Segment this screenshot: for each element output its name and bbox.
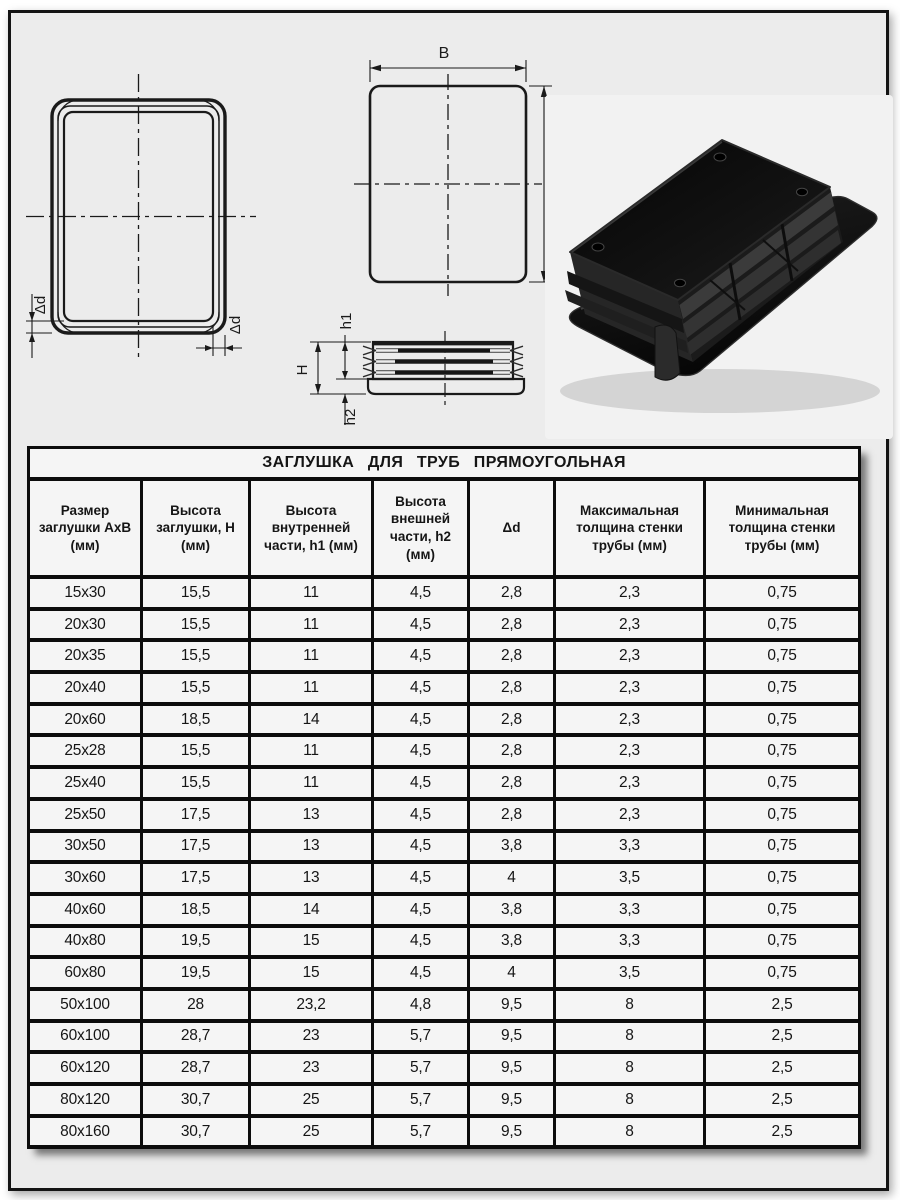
table-cell: 0,75 xyxy=(705,704,860,736)
table-cell: 11 xyxy=(250,735,373,767)
table-cell: 2,3 xyxy=(555,640,705,672)
table-cell: 30x60 xyxy=(29,862,142,894)
table-row xyxy=(29,862,860,894)
table-cell: 0,75 xyxy=(705,862,860,894)
table-cell: 15 xyxy=(250,957,373,989)
table-cell: 3,8 xyxy=(469,926,555,958)
table-cell: 3,5 xyxy=(555,862,705,894)
table-cell: 5,7 xyxy=(373,1084,469,1116)
table-cell: 2,5 xyxy=(705,1084,860,1116)
table-cell: 9,5 xyxy=(469,1116,555,1148)
table-cell: 3,8 xyxy=(469,894,555,926)
spec-table xyxy=(27,446,861,1149)
table-cell: 15,5 xyxy=(142,640,250,672)
table-cell: 2,8 xyxy=(469,672,555,704)
table-cell: 2,5 xyxy=(705,1052,860,1084)
table-cell: 4,5 xyxy=(373,894,469,926)
table-cell: 2,8 xyxy=(469,767,555,799)
table-cell: 9,5 xyxy=(469,1052,555,1084)
table-cell: 4,8 xyxy=(373,989,469,1021)
table-row xyxy=(29,577,860,609)
table-cell: 4,5 xyxy=(373,640,469,672)
table-cell: 15,5 xyxy=(142,577,250,609)
table-cell: 19,5 xyxy=(142,926,250,958)
table-cell: 11 xyxy=(250,577,373,609)
table-cell: 20x40 xyxy=(29,672,142,704)
table-cell: 2,3 xyxy=(555,767,705,799)
table-cell: 8 xyxy=(555,1052,705,1084)
table-cell: 4,5 xyxy=(373,957,469,989)
table-cell: 25x28 xyxy=(29,735,142,767)
table-row xyxy=(29,640,860,672)
table-cell: 23,2 xyxy=(250,989,373,1021)
table-cell: 4,5 xyxy=(373,862,469,894)
table-cell: 2,8 xyxy=(469,609,555,641)
table-cell: 14 xyxy=(250,704,373,736)
table-cell: 0,75 xyxy=(705,799,860,831)
table-cell: 2,3 xyxy=(555,609,705,641)
table-cell: 8 xyxy=(555,1084,705,1116)
table-cell: 11 xyxy=(250,640,373,672)
table-cell: 15,5 xyxy=(142,767,250,799)
table-cell: 25 xyxy=(250,1116,373,1148)
table-row xyxy=(29,1052,860,1084)
table-cell: 30x50 xyxy=(29,831,142,863)
table-cell: 2,8 xyxy=(469,577,555,609)
table-row xyxy=(29,609,860,641)
table-cell: 15 xyxy=(250,926,373,958)
table-cell: 60x80 xyxy=(29,957,142,989)
table-cell: 15,5 xyxy=(142,609,250,641)
table-cell: 8 xyxy=(555,989,705,1021)
table-cell: 28,7 xyxy=(142,1052,250,1084)
table-cell: 20x35 xyxy=(29,640,142,672)
spec-table-container xyxy=(27,446,858,1149)
table-cell: 2,3 xyxy=(555,799,705,831)
table-cell: 25 xyxy=(250,1084,373,1116)
table-row xyxy=(29,1021,860,1053)
table-cell: 13 xyxy=(250,799,373,831)
table-row xyxy=(29,831,860,863)
table-cell: 15,5 xyxy=(142,672,250,704)
table-cell: 5,7 xyxy=(373,1116,469,1148)
table-cell: 8 xyxy=(555,1116,705,1148)
table-cell: 20x60 xyxy=(29,704,142,736)
column-header: Размер заглушки АхВ (мм) xyxy=(29,479,142,577)
dim-label-h2: h2 xyxy=(342,408,359,426)
table-cell: 2,3 xyxy=(555,704,705,736)
table-cell: 19,5 xyxy=(142,957,250,989)
table-cell: 4,5 xyxy=(373,672,469,704)
spec-table-body xyxy=(29,577,860,1147)
table-cell: 13 xyxy=(250,831,373,863)
column-header: Высота заглушки, Н (мм) xyxy=(142,479,250,577)
table-cell: 0,75 xyxy=(705,926,860,958)
table-cell: 3,3 xyxy=(555,894,705,926)
dim-label-b: B xyxy=(438,45,450,62)
table-cell: 8 xyxy=(555,1021,705,1053)
table-cell: 2,3 xyxy=(555,672,705,704)
table-cell: 23 xyxy=(250,1052,373,1084)
table-cell: 9,5 xyxy=(469,989,555,1021)
table-title: ЗАГЛУШКА ДЛЯ ТРУБ ПРЯМОУГОЛЬНАЯ xyxy=(29,448,860,480)
top-view-drawing xyxy=(330,30,580,310)
table-cell: 0,75 xyxy=(705,767,860,799)
table-row xyxy=(29,1084,860,1116)
table-cell: 11 xyxy=(250,672,373,704)
table-cell: 14 xyxy=(250,894,373,926)
table-cell: 25x50 xyxy=(29,799,142,831)
table-cell: 0,75 xyxy=(705,957,860,989)
column-header: Минимальная толщина стенки трубы (мм) xyxy=(705,479,860,577)
table-cell: 40x60 xyxy=(29,894,142,926)
table-cell: 30,7 xyxy=(142,1084,250,1116)
table-cell: 0,75 xyxy=(705,672,860,704)
table-cell: 0,75 xyxy=(705,894,860,926)
table-cell: 2,3 xyxy=(555,735,705,767)
table-cell: 17,5 xyxy=(142,799,250,831)
table-cell: 2,8 xyxy=(469,735,555,767)
table-cell: 5,7 xyxy=(373,1021,469,1053)
table-cell: 3,5 xyxy=(555,957,705,989)
column-header: Высота внешней части, h2 (мм) xyxy=(373,479,469,577)
table-cell: 80x120 xyxy=(29,1084,142,1116)
table-cell: 17,5 xyxy=(142,831,250,863)
table-cell: 4,5 xyxy=(373,704,469,736)
table-cell: 2,5 xyxy=(705,1116,860,1148)
table-cell: 4,5 xyxy=(373,577,469,609)
table-cell: 0,75 xyxy=(705,609,860,641)
table-row xyxy=(29,799,860,831)
table-row xyxy=(29,957,860,989)
table-cell: 28,7 xyxy=(142,1021,250,1053)
rib-lines xyxy=(363,346,523,377)
table-cell: 9,5 xyxy=(469,1084,555,1116)
table-cell: 3,8 xyxy=(469,831,555,863)
table-cell: 23 xyxy=(250,1021,373,1053)
table-row xyxy=(29,989,860,1021)
table-cell: 13 xyxy=(250,862,373,894)
table-cell: 3,3 xyxy=(555,831,705,863)
table-cell: 60x100 xyxy=(29,1021,142,1053)
table-row xyxy=(29,735,860,767)
table-cell: 0,75 xyxy=(705,831,860,863)
table-cell: 11 xyxy=(250,609,373,641)
table-row xyxy=(29,672,860,704)
column-header: Высота внутренней части, h1 (мм) xyxy=(250,479,373,577)
dim-label-h1: h1 xyxy=(338,312,355,330)
table-row xyxy=(29,704,860,736)
dim-label-dd-right: Δd xyxy=(227,315,244,335)
table-cell: 2,8 xyxy=(469,640,555,672)
table-cell: 11 xyxy=(250,767,373,799)
dim-label-dd-left: Δd xyxy=(32,295,49,315)
table-cell: 4 xyxy=(469,862,555,894)
table-cell: 3,3 xyxy=(555,926,705,958)
table-cell: 5,7 xyxy=(373,1052,469,1084)
spec-table-head-row xyxy=(29,479,860,577)
column-header: Максимальная толщина стенки трубы (мм) xyxy=(555,479,705,577)
table-cell: 18,5 xyxy=(142,894,250,926)
table-cell: 18,5 xyxy=(142,704,250,736)
table-row xyxy=(29,767,860,799)
table-cell: 2,8 xyxy=(469,704,555,736)
product-photo xyxy=(545,95,895,440)
table-cell: 4,5 xyxy=(373,831,469,863)
table-cell: 4,5 xyxy=(373,609,469,641)
table-cell: 15,5 xyxy=(142,735,250,767)
table-cell: 30,7 xyxy=(142,1116,250,1148)
table-cell: 0,75 xyxy=(705,640,860,672)
table-cell: 17,5 xyxy=(142,862,250,894)
table-cell: 4,5 xyxy=(373,799,469,831)
table-cell: 4 xyxy=(469,957,555,989)
table-cell: 80x160 xyxy=(29,1116,142,1148)
table-row xyxy=(29,1116,860,1148)
table-cell: 28 xyxy=(142,989,250,1021)
table-cell: 0,75 xyxy=(705,735,860,767)
table-cell: 4,5 xyxy=(373,767,469,799)
table-cell: 4,5 xyxy=(373,926,469,958)
table-cell: 15x30 xyxy=(29,577,142,609)
side-view-drawing xyxy=(278,293,578,443)
table-cell: 9,5 xyxy=(469,1021,555,1053)
table-cell: 4,5 xyxy=(373,735,469,767)
table-cell: 40x80 xyxy=(29,926,142,958)
dim-label-h: H xyxy=(294,364,311,376)
table-cell: 60x120 xyxy=(29,1052,142,1084)
front-view-drawing xyxy=(18,58,268,378)
table-cell: 50x100 xyxy=(29,989,142,1021)
table-cell: 2,5 xyxy=(705,989,860,1021)
column-header: Δd xyxy=(469,479,555,577)
table-cell: 2,8 xyxy=(469,799,555,831)
table-cell: 2,5 xyxy=(705,1021,860,1053)
table-title-row xyxy=(29,448,860,480)
table-row xyxy=(29,926,860,958)
table-cell: 25x40 xyxy=(29,767,142,799)
table-cell: 2,3 xyxy=(555,577,705,609)
table-cell: 20x30 xyxy=(29,609,142,641)
table-cell: 0,75 xyxy=(705,577,860,609)
table-row xyxy=(29,894,860,926)
